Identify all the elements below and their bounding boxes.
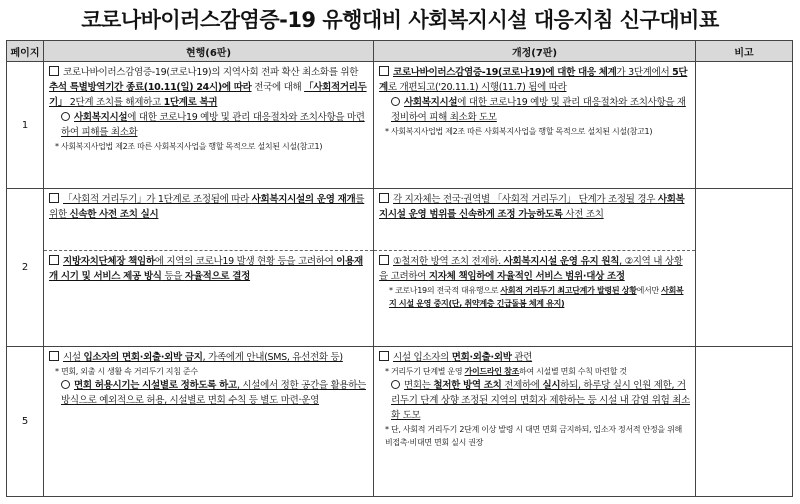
checkbox-square-icon [379,255,389,265]
bullet-circle-icon [391,380,400,389]
checkbox-square-icon [379,66,389,76]
header-note: 비고 [696,41,793,62]
checkbox-square-icon [49,66,59,76]
checkbox-square-icon [379,193,389,203]
table-row [7,347,793,497]
current-cell: 시설 입소자의 면회·외출·외박 금지, 가족에게 안내(SMS, 유선전화 등) * 면회, 외출 시 생활 속 거리두기 지침 준수 면회 허용시기는 시설별로 정하도록 하고, 시설에서 정한 공간을 활용하는 방식으로 예외적으로 허용, 시설별로 면회 수칙 등 별도 마련·운영 [44,347,374,497]
table-row [7,189,793,347]
checkbox-square-icon [49,351,59,361]
current-cell: 「사회적 거리두기」가 1단계로 조정됨에 따라 사회복지시설의 운영 재개를 위한 신속한 사전 조치 실시 지방자치단체장 책임하에 지역의 코로나19 발생 현황 등을 고려하여 이용재개 시기 및 서비스 제공 방식 등을 자율적으로 결정 [44,189,374,347]
checkbox-square-icon [49,255,59,265]
page-number: 2 [7,189,44,347]
current-cell: 코로나바이러스감염증-19(코로나19)의 지역사회 전파 확산 최소화를 위한 추석 특별방역기간 종료(10.11(일) 24시)에 따라 전국에 대해 「사회적거리두기」 2단계 조치를 해제하고 1단계로 복귀 사회복지시설에 대한 코로나19 예방 및 관리 대응절차와 조치사항을 마련하여 피해를 최소화 * 사회복지사업법 제2조 따른 사회복지사업을 행할 목적으로 설치된 시설(참고1) [44,62,374,189]
checkbox-square-icon [379,351,389,361]
bullet-circle-icon [61,112,70,121]
note-cell [696,62,793,189]
header-current: 현행(6판) [44,41,374,62]
revised-cell: 각 지자체는 전국·권역별 「사회적 거리두기」 단계가 조정될 경우 사회복지시설 운영 범위를 신속하게 조정 가능하도록 사전 조치 ①철저한 방역 조치 전제하. 사회복지시설 운영 유지 원칙, ②지역 내 상황을 고려하여 지자체 책임하에 자율적인 서비스 범위·대상 조정 * 코로나19의 전국적 대유행으로 사회적 거리두기 최고단계가 발령된 상황에서만 사회복지 시설 운영 중지(단, 취약계층 긴급돌봄 체계 유지) [374,189,696,347]
checkbox-square-icon [49,193,59,203]
bullet-circle-icon [61,380,70,389]
header-page: 페이지 [7,41,44,62]
bullet-circle-icon [391,97,400,106]
header-revised: 개정(7판) [374,41,696,62]
revised-cell: 시설 입소자의 면회·외출·외박 관련 * 거리두기 단계별 운영 가이드라인 참조하여 시설별 면회 수칙 마련할 것 면회는 철저한 방역 조치 전제하에 실시하되, 하루당 실시 인원 제한, 거리두기 단계 상향 조정된 지역의 면회자 제한하는 등 시설 내 감염 위험 최소화 도모 * 단, 사회적 거리두기 2단계 이상 발령 시 대면 면회 금지하되, 입소자 정서적 안정을 위해 비접촉·비대면 면회 실시 권장 [374,347,696,497]
note-cell [696,347,793,497]
comparison-table [6,40,793,497]
header-row [7,41,793,62]
page-number: 1 [7,62,44,189]
document-title: 코로나바이러스감염증-19 유행대비 사회복지시설 대응지침 신구대비표 [81,8,719,32]
note-cell [696,189,793,347]
page-number: 5 [7,347,44,497]
revised-cell: 코로나바이러스감염증-19(코로나19)에 대한 대응 체계가 3단계에서 5단계로 개편되고('20.11.1) 시행(11.7) 됨에 따라 사회복지시설에 대한 코로나19 예방 및 관리 대응절차와 조치사항을 재정비하여 피해 최소화 도모 * 사회복지사업법 제2조 따른 사회복지사업을 행할 목적으로 설치된 시설(참고1) [374,62,696,189]
table-row [7,62,793,189]
